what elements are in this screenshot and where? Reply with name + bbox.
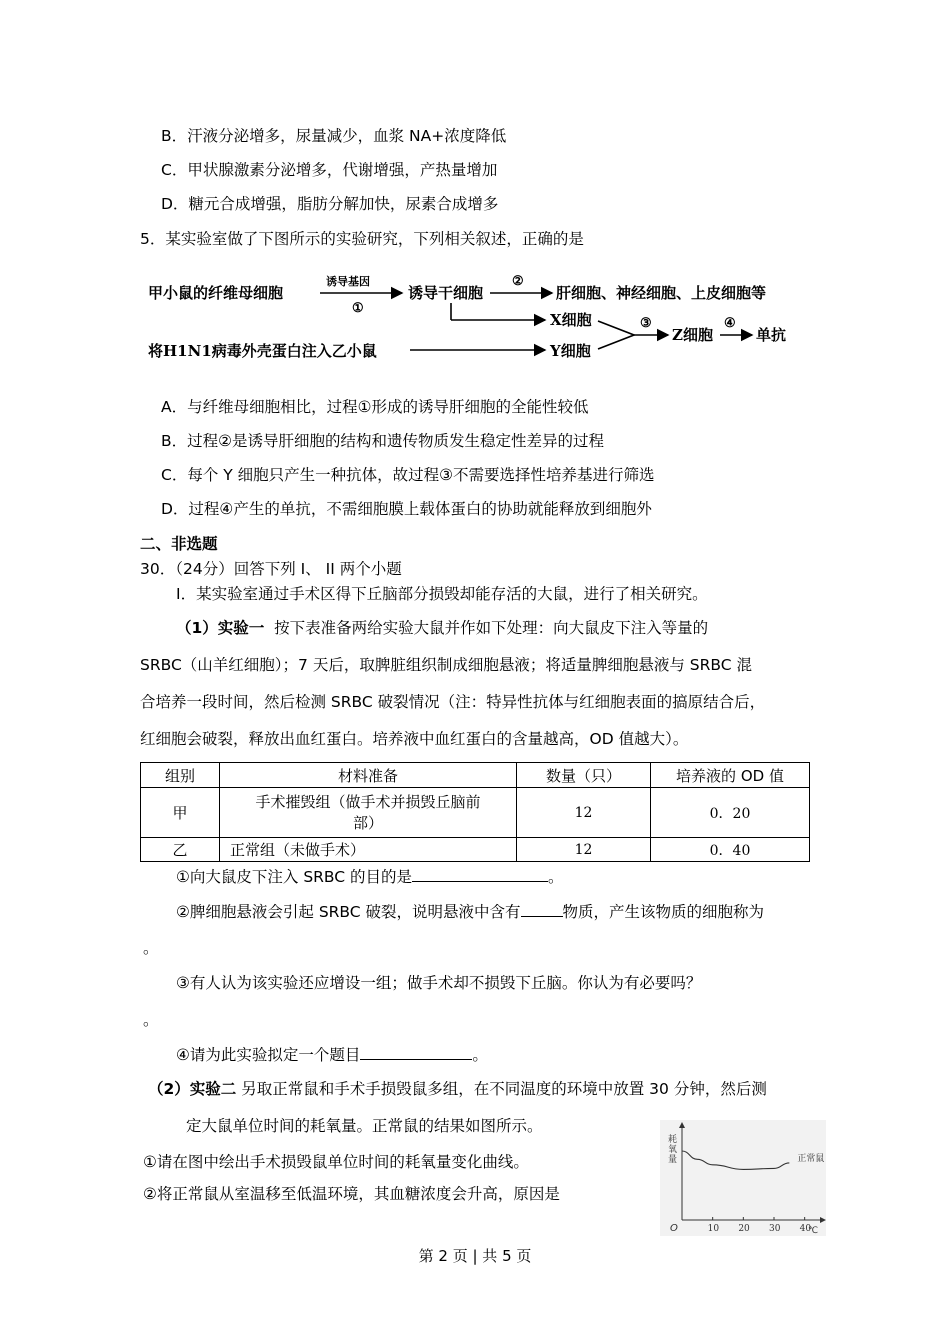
table-row	[141, 788, 810, 838]
exp1-text-1: 按下表准备两给实验大鼠并作如下处理：向大鼠皮下注入等量的	[274, 619, 709, 637]
exp2-line-1	[148, 1078, 767, 1100]
answer-blank[interactable]	[412, 866, 548, 882]
subq-2-end: 。	[143, 939, 159, 957]
table-header: 培养液的 OD 值	[651, 763, 810, 788]
exp2-label: （2）实验二	[148, 1080, 237, 1098]
induced-stem-cell-label: 诱导干细胞	[408, 284, 484, 302]
y-axis-label-char: 氧	[668, 1145, 678, 1155]
series-label: 正常鼠	[797, 1153, 825, 1164]
origin-label: O	[670, 1223, 678, 1234]
experiment-table	[140, 762, 810, 862]
subq-2-text-a: ②脾细胞悬液会引起 SRBC 破裂，说明悬液中含有	[176, 903, 521, 921]
step-4-label: ④	[724, 316, 736, 331]
z-cell-label: Z细胞	[672, 326, 713, 344]
step-3-label: ③	[640, 316, 652, 331]
x-tick-label: 40	[799, 1224, 812, 1234]
step-1-label: ①	[352, 301, 364, 316]
x-axis-label: ℃	[808, 1226, 819, 1236]
table-header-row	[141, 763, 810, 788]
option-4c: C．甲状腺激素分泌增多，代谢增强，产热量增加	[161, 161, 498, 179]
period: 。	[548, 868, 564, 886]
subq-2-text-b: 物质，产生该物质的细胞称为	[562, 903, 765, 921]
merge-lines	[598, 321, 634, 349]
exp2-subq-1: ①请在图中绘出手术损毁鼠单位时间的耗氧量变化曲线。	[143, 1153, 529, 1171]
option-5a: A．与纤维母细胞相比，过程①形成的诱导肝细胞的全能性较低	[161, 398, 589, 416]
material-line-2: 部）	[352, 813, 383, 832]
material-line-1: 手术摧毁组（做手术并损毁丘脑前	[255, 792, 481, 811]
x-tick-label: 10	[707, 1224, 720, 1234]
table-cell: 乙	[141, 838, 220, 862]
question-30-stem: 30．（24分）回答下列 I、 II 两个小题	[140, 560, 402, 578]
exp1-line-2: SRBC（山羊红细胞）；7 天后，取脾脏组织制成细胞悬液；将适量脾细胞悬液与 SRBC 混	[140, 656, 752, 674]
subq-3: ③有人认为该实验还应增设一组；做手术却不损毁下丘脑。你认为有必要吗？	[176, 974, 702, 992]
y-axis-label-char: 量	[668, 1155, 678, 1165]
answer-blank[interactable]	[360, 1044, 472, 1060]
table-cell: 12	[517, 788, 651, 838]
h1n1-label: 将H1N1病毒外壳蛋白注入乙小鼠	[148, 342, 377, 360]
exp1-label: （1）实验一	[176, 619, 265, 637]
x-tick-label: 20	[738, 1224, 750, 1234]
answer-blank[interactable]	[521, 901, 563, 917]
option-5d: D．过程④产生的单抗，不需细胞膜上载体蛋白的协助就能释放到细胞外	[161, 500, 652, 518]
period: 。	[472, 1046, 488, 1064]
table-cell: 正常组（未做手术）	[220, 838, 517, 862]
induce-gene-label: 诱导基因	[326, 275, 370, 288]
option-5c: C．每个 Y 细胞只产生一种抗体，故过程③不需要选择性培养基进行筛选	[161, 466, 655, 484]
option-4b: B．汗液分泌增多，尿量减少，血浆 NA+浓度降低	[161, 127, 507, 145]
fibroblast-label: 甲小鼠的纤维母细胞	[148, 284, 284, 302]
x-cell-label: X细胞	[550, 311, 592, 329]
option-4d: D．糖元合成增强，脂肪分解加快，尿素合成增多	[161, 195, 499, 213]
option-5b: B．过程②是诱导肝细胞的结构和遗传物质发生稳定性差异的过程	[161, 432, 605, 450]
step-2-label: ②	[512, 274, 524, 289]
subq-1-text: ①向大鼠皮下注入 SRBC 的目的是	[176, 868, 413, 886]
differentiated-cells-label: 肝细胞、神经细胞、上皮细胞等	[556, 284, 767, 302]
table-row	[141, 838, 810, 862]
table-cell: 0．40	[651, 838, 810, 862]
subq-1	[176, 866, 564, 888]
exp2-line-2: 定大鼠单位时间的耗氧量。正常鼠的结果如图所示。	[186, 1117, 543, 1135]
table-cell: 甲	[141, 788, 220, 838]
table-cell: 12	[517, 838, 651, 862]
exp2-subq-2: ②将正常鼠从室温移至低温环境，其血糖浓度会升高，原因是	[143, 1185, 560, 1203]
oxygen-consumption-chart	[660, 1120, 826, 1236]
y-axis-label	[668, 1133, 677, 1165]
subq-4-text: ④请为此实验拟定一个题目	[176, 1046, 361, 1064]
exp2-text-1: 另取正常鼠和手术手损毁鼠多组，在不同温度的环境中放置 30 分钟，然后测	[241, 1080, 767, 1098]
exp1-line-3: 合培养一段时间，然后检测 SRBC 破裂情况（注：特异性抗体与红细胞表面的搞原结合后，	[140, 693, 766, 711]
subq-3-end: 。	[143, 1011, 159, 1029]
y-axis-label-char: 耗	[668, 1135, 678, 1145]
part-1-intro: I．某实验室通过手术区得下丘脑部分损毁却能存活的大鼠，进行了相关研究。	[176, 585, 708, 603]
subq-4	[176, 1044, 488, 1066]
table-cell: 0．20	[651, 788, 810, 838]
x-tick-label: 30	[769, 1224, 781, 1234]
table-header: 数量（只）	[517, 763, 651, 788]
exp1-line-4: 红细胞会破裂，释放出血红蛋白。培养液中血红蛋白的含量越高，OD 值越大）。	[140, 730, 689, 748]
subq-2	[176, 901, 764, 923]
section-heading: 二、非选题	[140, 535, 218, 553]
mab-label: 单抗	[756, 326, 787, 344]
page-footer: 第 2 页 | 共 5 页	[418, 1247, 532, 1265]
q5-flow-diagram	[140, 265, 810, 365]
table-header: 材料准备	[220, 763, 517, 788]
exp1-line-1	[176, 617, 708, 639]
y-cell-label: Y细胞	[550, 342, 591, 360]
table-header: 组别	[141, 763, 220, 788]
table-cell	[220, 788, 517, 838]
question-5-stem: 5．某实验室做了下图所示的实验研究，下列相关叙述，正确的是	[140, 230, 584, 248]
